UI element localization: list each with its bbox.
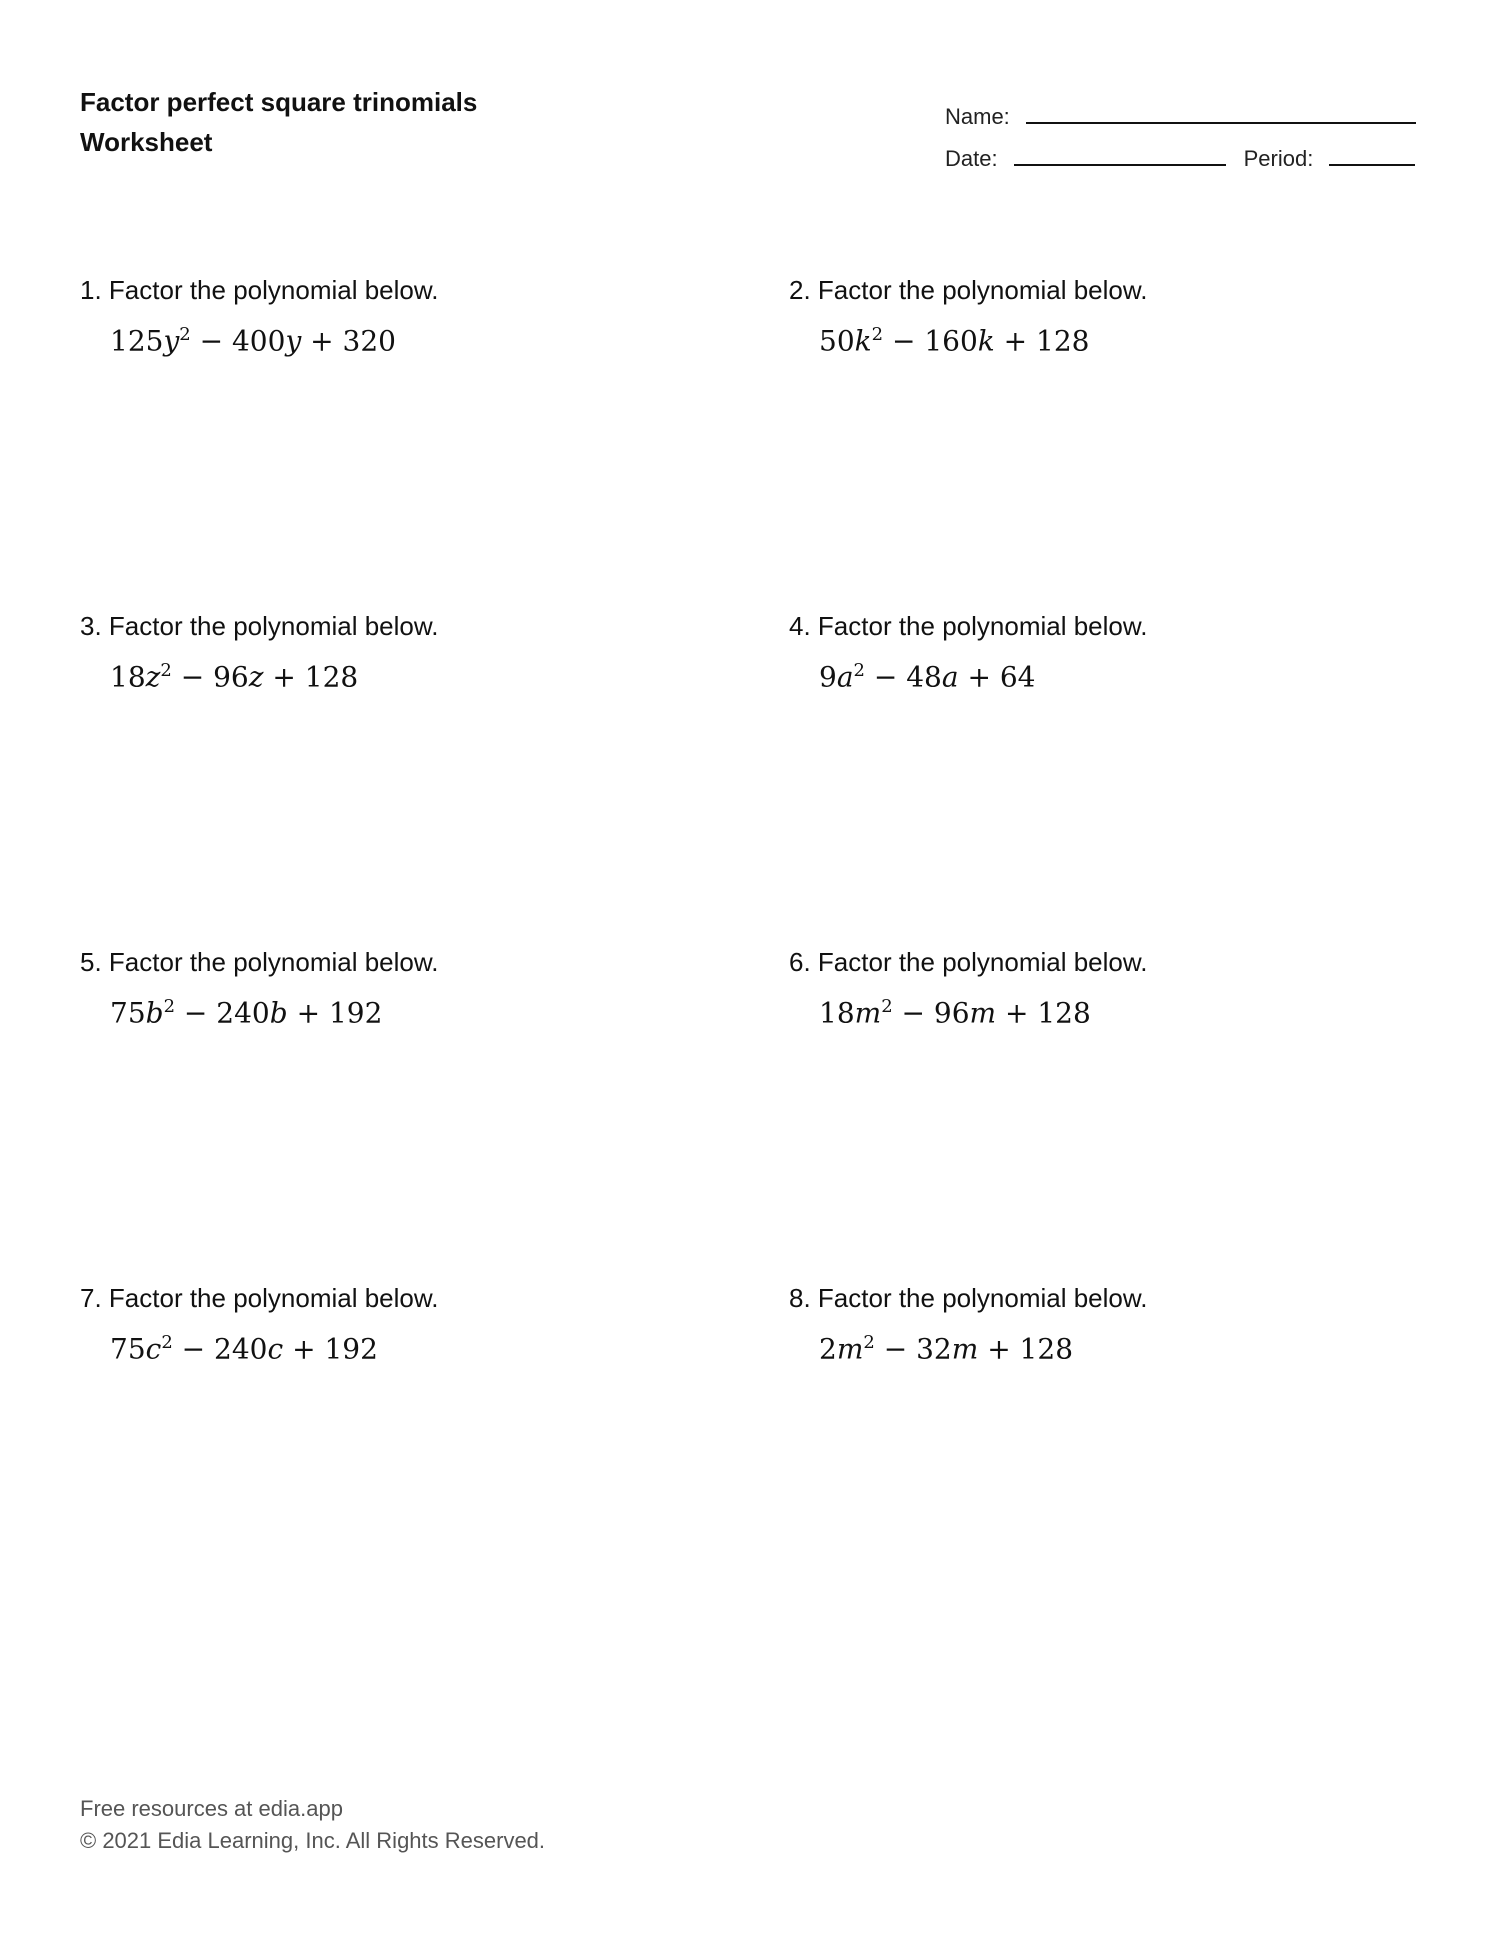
problem-number: 7. bbox=[80, 1283, 102, 1313]
prompt-text: Factor the polynomial below. bbox=[817, 611, 1148, 641]
problem-number: 8. bbox=[789, 1283, 811, 1313]
footer-copyright: © 2021 Edia Learning, Inc. All Rights Reserved. bbox=[80, 1828, 546, 1853]
problem-prompt bbox=[789, 947, 1389, 978]
problem-number: 6. bbox=[789, 947, 811, 977]
polynomial: $18z^2 - 96z + 128$ bbox=[110, 660, 359, 694]
problem-7 bbox=[80, 1283, 680, 1365]
student-info-fields bbox=[945, 88, 1425, 172]
prompt-text: Factor the polynomial below. bbox=[108, 275, 439, 305]
problem-1 bbox=[80, 275, 680, 357]
problem-prompt bbox=[789, 1283, 1389, 1314]
polynomial: $9a^2 - 48a + 64$ bbox=[819, 660, 1036, 694]
polynomial: $125y^2 - 400y + 320$ bbox=[110, 324, 396, 358]
name-label: Name: bbox=[945, 104, 1010, 129]
polynomial: $75c^2 - 240c + 192$ bbox=[110, 1332, 378, 1366]
problem-prompt bbox=[80, 947, 680, 978]
footer-resources: Free resources at edia.app bbox=[80, 1796, 343, 1821]
worksheet-title bbox=[80, 82, 477, 162]
problem-5 bbox=[80, 947, 680, 1029]
prompt-text: Factor the polynomial below. bbox=[817, 947, 1148, 977]
period-label: Period: bbox=[1243, 146, 1314, 171]
polynomial: $18m^2 - 96m + 128$ bbox=[819, 996, 1091, 1030]
prompt-text: Factor the polynomial below. bbox=[108, 611, 439, 641]
problem-6 bbox=[789, 947, 1389, 1029]
problem-number: 3. bbox=[80, 611, 102, 641]
problem-prompt bbox=[789, 611, 1389, 642]
polynomial: $2m^2 - 32m + 128$ bbox=[819, 1332, 1074, 1366]
polynomial: $75b^2 - 240b + 192$ bbox=[110, 996, 383, 1030]
problem-prompt bbox=[80, 275, 680, 306]
problem-number: 4. bbox=[789, 611, 811, 641]
prompt-text: Factor the polynomial below. bbox=[817, 1283, 1148, 1313]
problem-4 bbox=[789, 611, 1389, 693]
problem-number: 1. bbox=[80, 275, 102, 305]
date-period-row bbox=[945, 130, 1425, 172]
footer bbox=[80, 1793, 545, 1857]
problem-prompt bbox=[80, 1283, 680, 1314]
prompt-text: Factor the polynomial below. bbox=[108, 947, 439, 977]
period-field[interactable] bbox=[1329, 164, 1415, 166]
problem-prompt bbox=[80, 611, 680, 642]
problem-2 bbox=[789, 275, 1389, 357]
problem-8 bbox=[789, 1283, 1389, 1365]
name-field[interactable] bbox=[1026, 122, 1416, 124]
problem-prompt bbox=[789, 275, 1389, 306]
polynomial: $50k^2 - 160k + 128$ bbox=[819, 324, 1090, 358]
problem-3 bbox=[80, 611, 680, 693]
date-field[interactable] bbox=[1014, 164, 1226, 166]
title-line-1: Factor perfect square trinomials bbox=[80, 87, 478, 117]
prompt-text: Factor the polynomial below. bbox=[817, 275, 1148, 305]
date-label: Date: bbox=[945, 146, 998, 171]
prompt-text: Factor the polynomial below. bbox=[108, 1283, 439, 1313]
problem-number: 2. bbox=[789, 275, 811, 305]
name-row bbox=[945, 88, 1425, 130]
title-line-2: Worksheet bbox=[80, 127, 213, 157]
problem-number: 5. bbox=[80, 947, 102, 977]
